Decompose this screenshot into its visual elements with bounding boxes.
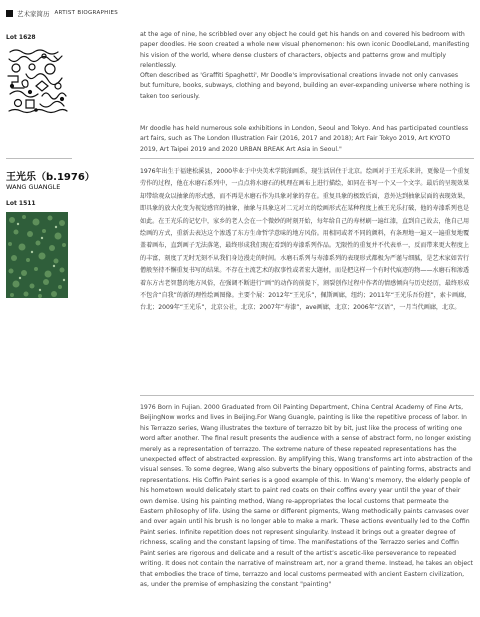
bio-b-chinese: 1976年出生于福建松溪县，2000毕业于中央美术学院油画系，现生活居住于北京。绘画对于王光乐来讲，更像是一个重复劳作的过程，他在水磨石系列中，一点点将水磨石的机理在画布上进行描绘，如同在书写一个又一个文字。最后的呈现效果却带给观众以抽象的形式感，而不再是水磨石作为具象对象的存在。重复具象的极致后面，意外达到抽象层面的表现效果，即具象的放大化变为视觉感官的抽象，抽象与具象这对二元对立的绘画形式在某种程度上被王光乐打破，他的寿漆系列也是如此。在王光乐的记忆中，家乡的老人会在一个微妙的时刻开始，每年给自己的寿材刷一遍红漆，直到自己故去，他自己用绘画的方式，重新去表达这个渗透了东方生命哲学意味的地方风俗。用相同或者不同的颜料，有条理地一遍又一遍重复地覆盖着画布，直到画子无法落笔，最终形成我们现在看到的寿漆系列作品。无限性的重复并不代表单一，反而带来更大程度上的丰富，刻度了无时无刻不从我们身边漫走的时间。水磨石系列与寿漆系列的表现形式都极为严谨与细腻，是艺术家如苦行僧般坚持不懈重复书写的结果。不存在主流艺术的叙事性或者宏大题材，而是把这样一个有时代痕迹的物——水磨石和渗透着东方古老智慧的地方风俗，在强调不断进行“画”的动作的前提下，割裂创作过程中作者的情感倾向与历史经历，最终形成不包含“自我”的新的理性绘画图像。主要个展：2012年“王光乐”，佩斯画廊，纽约；2011年“王光乐吾份涯”，索卡画廊，台北；2009年“王光乐”，北京公社，北京；2007年“寿漆”，ave画廊，北京；2006年“汉语”，一月当代画廊，北京。 bbox=[140, 168, 471, 312]
section-divider-left bbox=[6, 158, 72, 159]
header-square-icon bbox=[6, 10, 13, 17]
bio-b-english: 1976 Born in Fujian. 2000 Graduated from Oil Painting Department, China Central Academy of Fine Arts, BeijingNow works and lives in Beijing.For Wang Guangle, painting is like the repetitive process of labor. In his Terrazzo series, Wang illustrates the texture of terrazzo bit by bit, just like the process of writing one word after another. The final result presents the audience with a sense of abstract form, no longer existing merely as a representation of terrazzo. The extreme nature of these repeated representations has the unexpected effect of abstracted expression. By amplifying this, Wang transforms art into abstraction of the visual senses. To some degree, Wang also subverts the binary oppositions of painting forms, abstracts and representations. His Coffin Paint series is a good example of this. In Wang’s memory, the elderly people of his hometown would delicately start to paint red coats on their coffins every year until the year of their own demise. Using his painting method, Wang re-appropriates the local customs that permeate the Eastern philosophy of life. Using the same or different pigments, Wang methodically paints canvases over and over again until his brush is no longer able to make a mark. These actions eventually led to the Coffin Paint series. Infinite repetition does not represent singularity. Instead it brings out a greater degree of richness, scaling and the constant lapsing of time. The manifestations of the Terrazzo series and Coffin Paint series are rigorous and delicate and a result of the artist’s ascetic-like perseverance to repeated writing. It does not contain the narrative of mainstream art, nor a grand theme. Instead, he takes an object that embodies the trace of time, terrazzo and local customs permeated with ancient Eastern civilization, as, under the premise of emphasizing the constant "painting" bbox=[140, 404, 473, 588]
bio-b-divider bbox=[140, 395, 474, 396]
header-title-cn: 艺术家简历 bbox=[17, 9, 50, 18]
terrazzo-painting-image bbox=[6, 212, 68, 298]
header-title-en: ARTIST BIOGRAPHIES bbox=[54, 10, 119, 16]
artist-name-cn: 王光乐（b.1976） bbox=[6, 172, 95, 183]
lot-label-1511: Lot 1511 bbox=[6, 200, 36, 207]
section-divider-right bbox=[140, 158, 474, 159]
bio-a-text bbox=[140, 30, 470, 102]
artist-name-en: WANG GUANGLE bbox=[6, 183, 61, 191]
bio-a-para1: at the age of nine, he scribbled over any object he could get his hands on and covered his bedroom with paper doodles. He soon created a whole new visual phenomenon: his own iconic DoodleLand, manifesting his vision of the world, where dense clusters of characters, objects and patterns grow and multiply relentlessly. bbox=[140, 31, 470, 69]
doodle-artwork-image bbox=[6, 46, 68, 116]
page-header bbox=[6, 6, 118, 20]
bio-a-para3: Mr doodle has held numerous sole exhibitions in London, Seoul and Tokyo. And has participated countless art fairs, such as The London Illustration Fair (2016, 2017 and 2018); Art Fair Tokyo 2019, Art KYOTO 2019, Art Taipei 2019 and 2020 URBAN BREAK Art Asia in Seoul." bbox=[140, 125, 469, 153]
bio-a-para2: Often described as 'Graffiti Spaghetti', Mr Doodle's improvisational creations invade not only canvases but furniture, books, subways, clothing and beyond, building an ever-expanding universe where nothing is taken too seriously. bbox=[140, 72, 470, 100]
lot-label-1628: Lot 1628 bbox=[6, 34, 36, 41]
